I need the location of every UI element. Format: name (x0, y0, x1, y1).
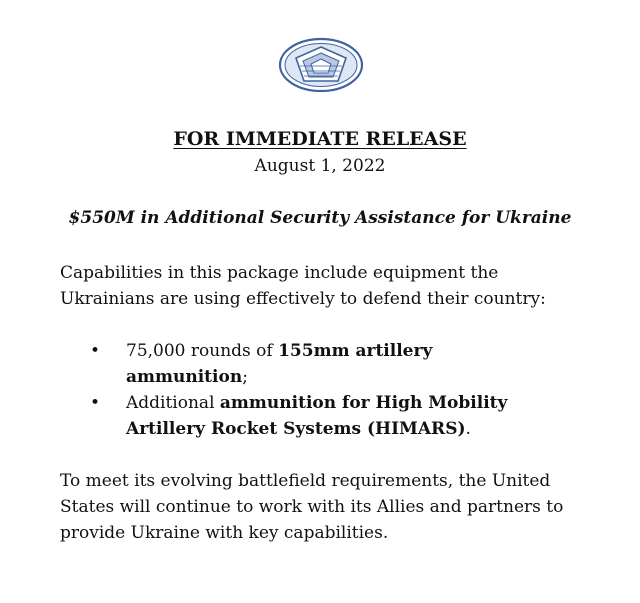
bullet-icon: • (90, 341, 101, 361)
bullet-icon: • (90, 393, 101, 413)
intro-paragraph (60, 260, 580, 312)
item-bold-text: 155mm artillery (278, 341, 433, 361)
item-suffix: . (465, 419, 471, 439)
release-title: FOR IMMEDIATE RELEASE (173, 128, 467, 150)
release-date: August 1, 2022 (254, 156, 386, 176)
closing-paragraph (60, 468, 600, 546)
intro-line: Capabilities in this package include equipment the (60, 263, 499, 283)
item-text: Additional (126, 393, 220, 413)
item-suffix: ; (242, 367, 248, 387)
item-line (126, 416, 580, 442)
item-text: 75,000 rounds of (126, 341, 279, 361)
closing-line: States will continue to work with its Allies and partners to (60, 497, 564, 517)
closing-line: provide Ukraine with key capabilities. (60, 523, 389, 543)
item-bold-text: ammunition (126, 367, 243, 387)
item-line (126, 364, 580, 390)
list-item (60, 390, 580, 442)
item-line (126, 390, 580, 416)
intro-line: Ukrainians are using effectively to defend their country: (60, 289, 546, 309)
item-bold-text: Artillery Rocket Systems (HIMARS) (126, 419, 466, 439)
headline: $550M in Additional Security Assistance for Ukraine (68, 208, 572, 228)
list-item (60, 338, 580, 390)
capabilities-list (60, 338, 580, 442)
item-line (126, 338, 580, 364)
pentagon-seal-icon (276, 36, 366, 94)
closing-line: To meet its evolving battlefield requirements, the United (60, 471, 551, 491)
item-bold-text: ammunition for High Mobility (219, 393, 508, 413)
